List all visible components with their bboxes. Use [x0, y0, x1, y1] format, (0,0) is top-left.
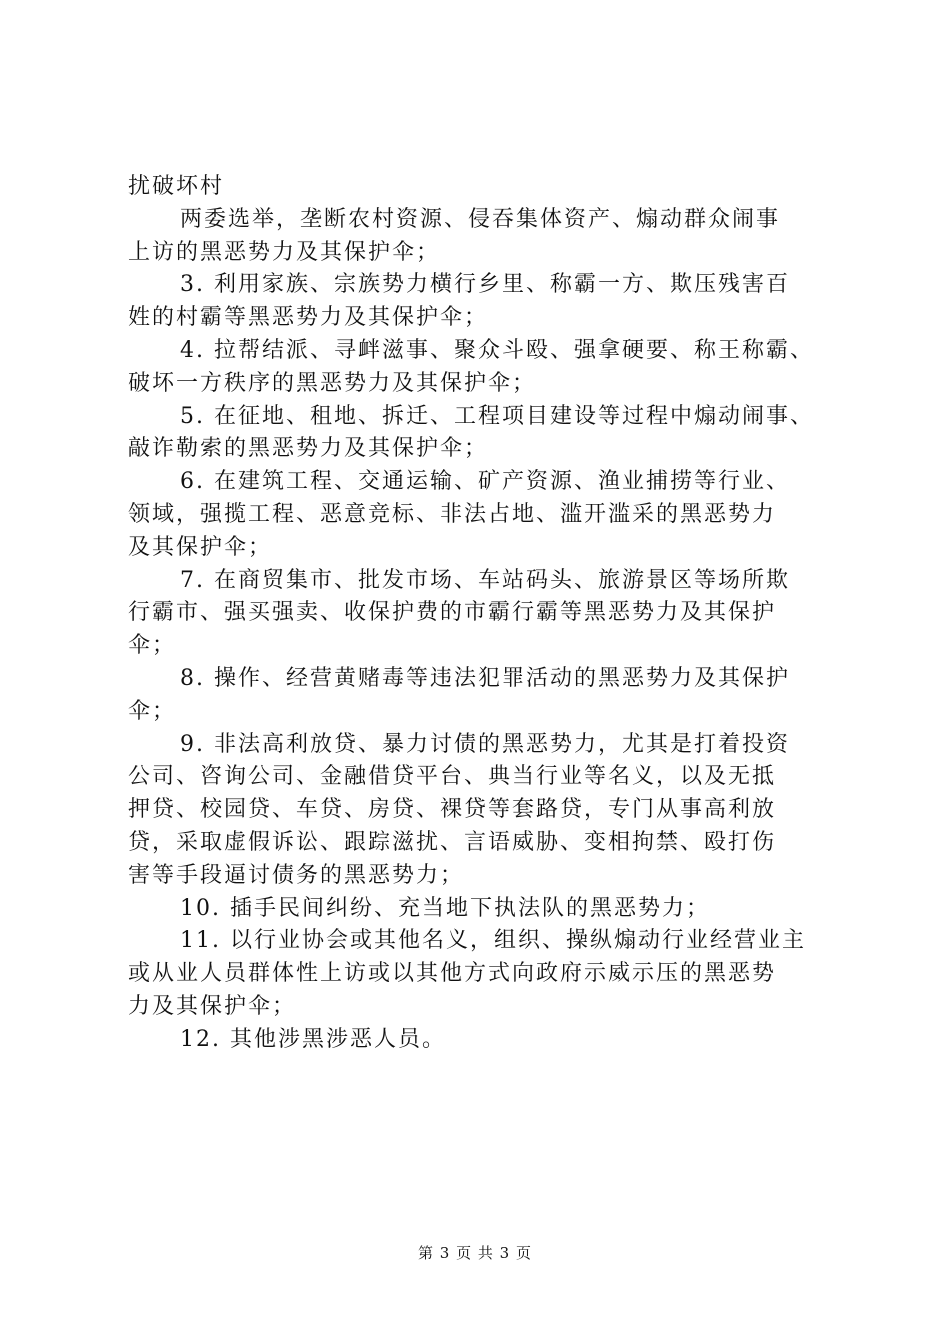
text-line: 贷，采取虚假诉讼、跟踪滋扰、言语威胁、变相拘禁、殴打伤 — [128, 829, 777, 855]
list-item-7: 7. 在商贸集市、批发市场、车站码头、旅游景区等场所欺 — [180, 567, 790, 593]
text-line: 力及其保护伞； — [128, 993, 297, 1019]
text-line: 押贷、校园贷、车贷、房贷、裸贷等套路贷，专门从事高利放 — [128, 797, 777, 823]
list-item-5: 5. 在征地、租地、拆迁、工程项目建设等过程中煽动闹事、 — [180, 403, 814, 429]
list-item-3: 3. 利用家族、宗族势力横行乡里、称霸一方、欺压残害百 — [180, 272, 790, 298]
list-item-6: 6. 在建筑工程、交通运输、矿产资源、渔业捕捞等行业、 — [180, 469, 790, 495]
text-line: 害等手段逼讨债务的黑恶势力； — [128, 862, 465, 888]
text-line: 敲诈勒索的黑恶势力及其保护伞； — [128, 436, 489, 462]
text-line: 或从业人员群体性上访或以其他方式向政府示威示压的黑恶势 — [128, 961, 777, 987]
document-body — [128, 171, 828, 1057]
list-item-8: 8. 操作、经营黄赌毒等违法犯罪活动的黑恶势力及其保护 — [180, 665, 790, 691]
text-line: 上访的黑恶势力及其保护伞； — [128, 239, 441, 265]
text-line: 伞； — [128, 698, 177, 724]
text-line: 破坏一方秩序的黑恶势力及其保护伞； — [128, 370, 537, 396]
list-item-4: 4. 拉帮结派、寻衅滋事、聚众斗殴、强拿硬要、称王称霸、 — [180, 337, 814, 363]
text-line: 及其保护伞； — [128, 534, 273, 560]
text-line: 伞； — [128, 633, 177, 659]
text-line: 公司、咨询公司、金融借贷平台、典当行业等名义，以及无抵 — [128, 764, 777, 790]
text-line: 领域，强揽工程、恶意竞标、非法占地、滥开滥采的黑恶势力 — [128, 501, 777, 527]
text-line: 行霸市、强买强卖、收保护费的市霸行霸等黑恶势力及其保护 — [128, 600, 777, 626]
list-item-10: 10. 插手民间纠纷、充当地下执法队的黑恶势力； — [180, 895, 710, 921]
list-item-12: 12. 其他涉黑涉恶人员。 — [180, 1026, 446, 1052]
text-line: 两委选举，垄断农村资源、侵吞集体资产、煽动群众闹事 — [180, 206, 781, 232]
list-item-9: 9. 非法高利放贷、暴力讨债的黑恶势力，尤其是打着投资 — [180, 731, 790, 757]
text-line: 姓的村霸等黑恶势力及其保护伞； — [128, 305, 489, 331]
text-line: 扰破坏村 — [128, 174, 225, 199]
page-number-footer: 第 3 页 共 3 页 — [418, 1244, 532, 1262]
list-item-11: 11. 以行业协会或其他名义，组织、操纵煽动行业经营业主 — [180, 928, 806, 954]
